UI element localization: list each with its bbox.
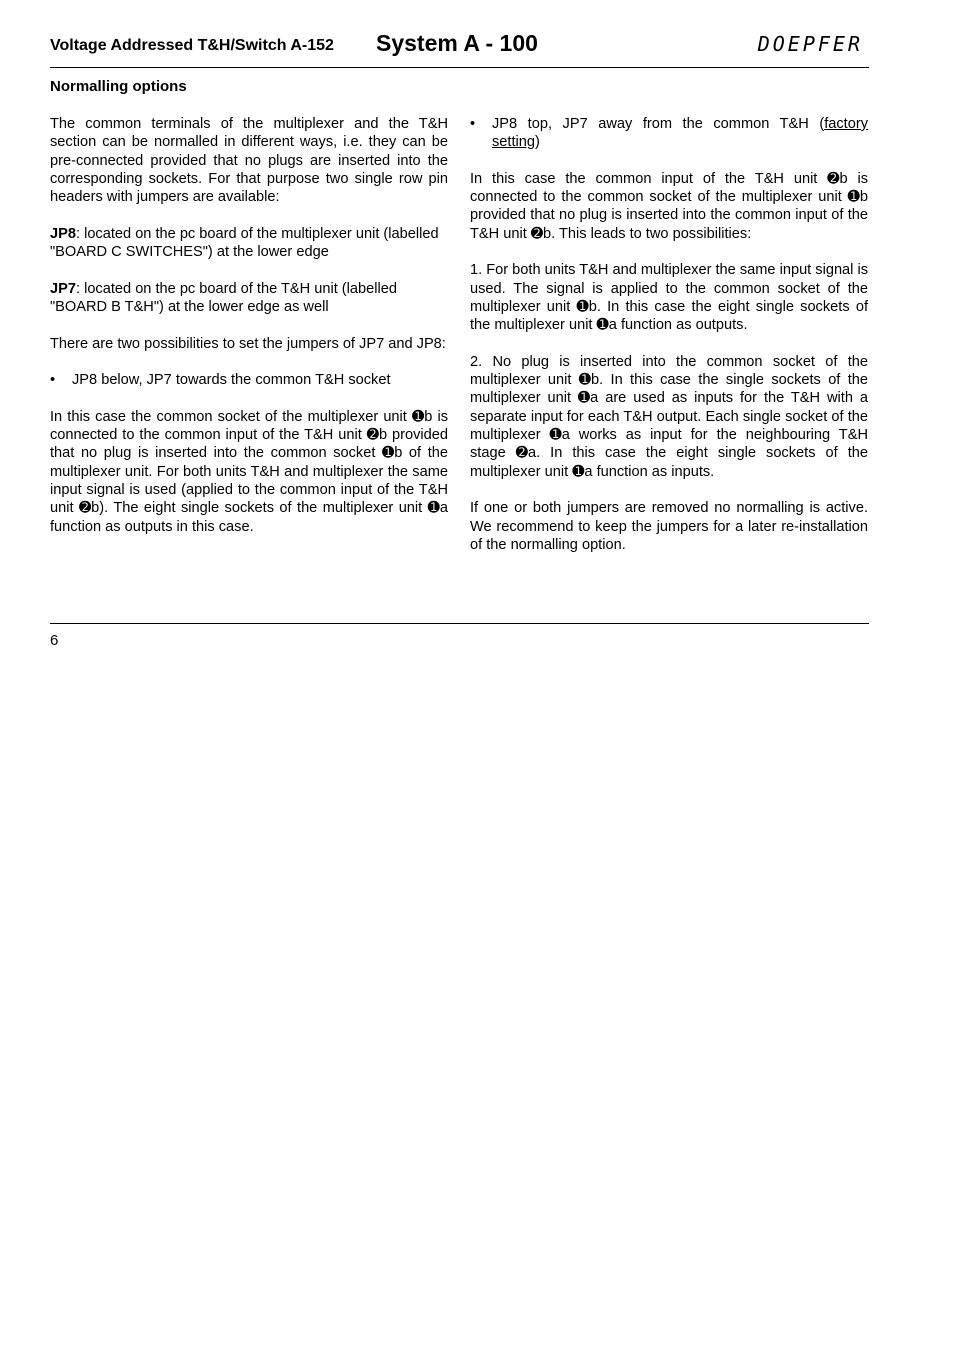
jp7-text: : located on the pc board of the T&H unit (labelled "BOARD B T&H") at the lower edge as well [50, 280, 397, 315]
intro-paragraph: The common terminals of the multiplexer and the T&H section can be normalled in different ways, i.e. they can be pre-connected provided that no plugs are inserted into the corresponding sockets. For that purpose two single row pin headers with jumpers are available: [50, 116, 448, 206]
header-divider [50, 67, 869, 68]
bullet-item-jp8-top [470, 115, 868, 152]
page-number: 6 [50, 632, 59, 649]
bullet-text-post: ) [535, 134, 540, 151]
case-two-paragraph: In this case the common input of the T&H unit ➋b is connected to the common socket of the multiplexer unit ➊b provided that no plug is inserted into the common input of the T&H unit ➋b. This leads to two possibilities: [470, 170, 868, 242]
bullet-icon: • [470, 116, 476, 132]
jp7-label: JP7 [50, 280, 76, 297]
left-column [50, 115, 448, 554]
brand-logo: DOEPFER [757, 32, 863, 56]
system-title: System A - 100 [376, 30, 538, 56]
footer-divider [50, 623, 869, 624]
jp8-label: JP8 [50, 225, 76, 242]
removed-jumpers-paragraph: If one or both jumpers are removed no normalling is active. We recommend to keep the jumpers for a later re-installation of the normalling option. [470, 500, 868, 553]
factory-setting-text: factory setting [492, 116, 868, 151]
jp8-paragraph [50, 225, 448, 262]
bullet-item-jp8-below [50, 371, 448, 389]
possibility-one-paragraph: 1. For both units T&H and multiplexer the same input signal is used. The signal is applied to the common socket of the multiplexer unit ➊b. In this case the eight single sockets of the multiplexer unit ➊a function as outputs. [470, 262, 869, 334]
product-title: Voltage Addressed T&H/Switch A-152 [50, 37, 334, 54]
possibility-two-paragraph: 2. No plug is inserted into the common socket of the multiplexer unit ➊b. In this case the single sockets of the multiplexer unit ➊a are used as inputs for the T&H with a separate input for each T&H output. Each single socket of the multiplexer ➊a works as input for the neighbouring T&H stage ➋a. In this case the eight single sockets of the multiplexer unit ➊a function as inputs. [470, 353, 868, 480]
page-header [50, 30, 869, 66]
bullet-icon: • [50, 372, 56, 389]
right-column [470, 115, 868, 572]
case-one-paragraph: In this case the common socket of the multiplexer unit ➊b is connected to the common input of the T&H unit ➋b provided that no plug is inserted into the common socket ➊b of the multiplexer unit. For both units T&H and multiplexer the same input signal is used (applied to the common input of the T&H unit ➋b). The eight single sockets of the multiplexer unit ➊a function as outputs in this case. [50, 408, 448, 535]
jp7-paragraph [50, 280, 448, 317]
bullet-text-pre: JP8 top, JP7 away from the common T&H ( [492, 116, 825, 132]
jp8-text: : located on the pc board of the multiplexer unit (labelled "BOARD C SWITCHES") at the lower edge [50, 225, 439, 261]
bullet-text: JP8 below, JP7 towards the common T&H socket [72, 372, 391, 389]
section-title: Normalling options [50, 78, 187, 95]
possibilities-paragraph: There are two possibilities to set the jumpers of JP7 and JP8: [50, 335, 446, 352]
